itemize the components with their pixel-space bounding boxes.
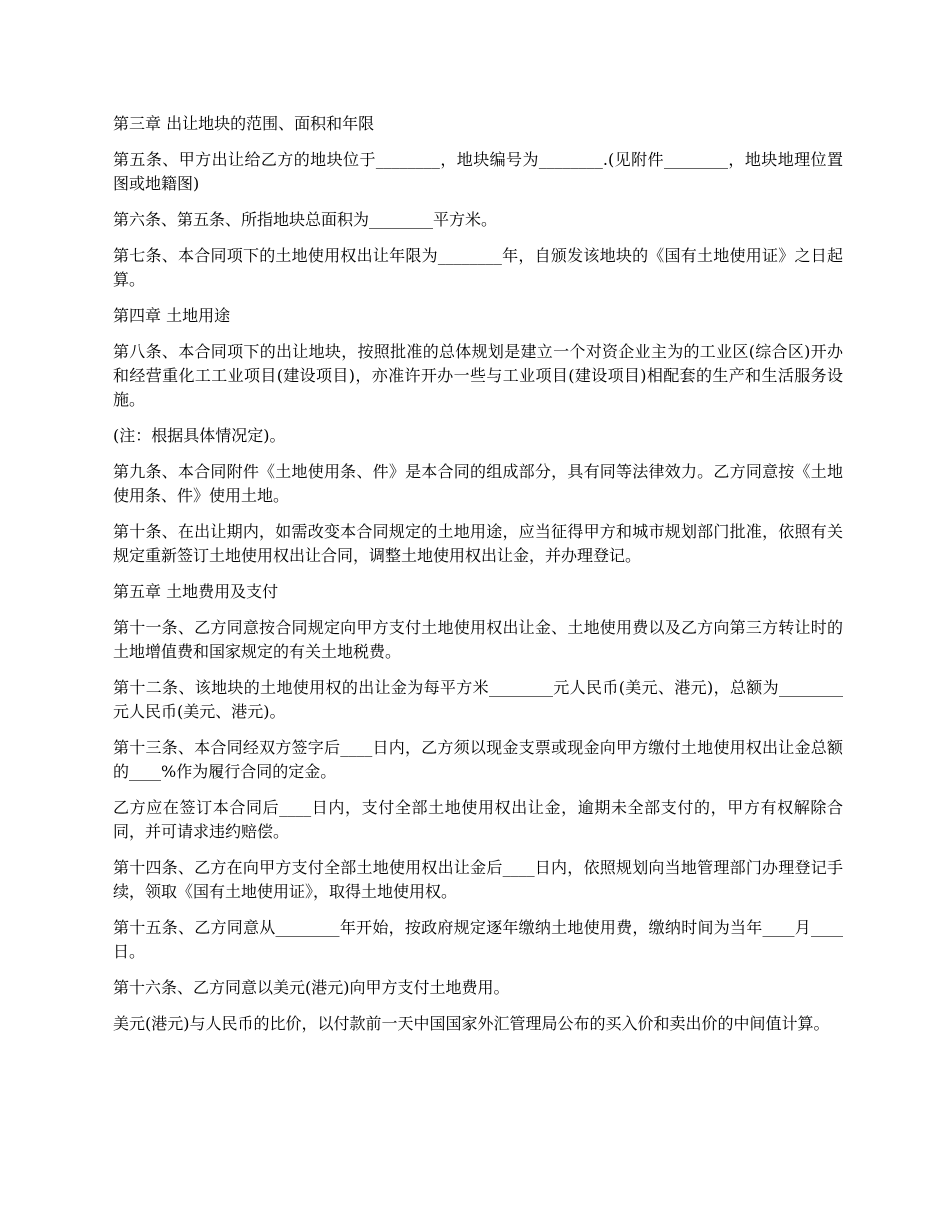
chapter-3-heading: 第三章 出让地块的范围、面积和年限 xyxy=(113,114,375,133)
article-5: 第五条、甲方出让给乙方的地块位于________，地块编号为________.(见附件________，地块地理位置图或地籍图) xyxy=(113,150,843,193)
chapter-5-heading: 第五章 土地费用及支付 xyxy=(113,582,279,601)
article-11: 第十一条、乙方同意按合同规定向甲方支付土地使用权出让金、土地使用费以及乙方向第三方转让时的土地增值费和国家规定的有关土地税费。 xyxy=(113,618,843,661)
article-15: 第十五条、乙方同意从________年开始，按政府规定逐年缴纳土地使用费，缴纳时间为当年____月____日。 xyxy=(113,918,843,961)
article-9: 第九条、本合同附件《土地使用条、件》是本合同的组成部分，具有同等法律效力。乙方同意按《土地使用条、件》使用土地。 xyxy=(113,462,843,505)
article-7: 第七条、本合同项下的土地使用权出让年限为________年，自颁发该地块的《国有土地使用证》之日起算。 xyxy=(113,246,843,289)
article-13-payment: 乙方应在签订本合同后____日内，支付全部土地使用权出让金，逾期未全部支付的，甲方有权解除合同，并可请求违约赔偿。 xyxy=(113,798,843,841)
article-12: 第十二条、该地块的土地使用权的出让金为每平方米________元人民币(美元、港元)，总额为________元人民币(美元、港元)。 xyxy=(113,678,843,721)
article-10: 第十条、在出让期内，如需改变本合同规定的土地用途，应当征得甲方和城市规划部门批准，依照有关规定重新签订土地使用权出让合同，调整土地使用权出让金，并办理登记。 xyxy=(113,522,843,565)
article-13: 第十三条、本合同经双方签字后____日内，乙方须以现金支票或现金向甲方缴付土地使用权出让金总额的____%作为履行合同的定金。 xyxy=(113,738,843,781)
article-8: 第八条、本合同项下的出让地块，按照批准的总体规划是建立一个对资企业主为的工业区(综合区)开办和经营重化工工业项目(建设项目)，亦准许开办一些与工业项目(建设项目)相配套的生产和生活服务设施。 xyxy=(113,342,843,409)
chapter-4-heading: 第四章 土地用途 xyxy=(113,306,231,325)
document-page xyxy=(113,112,843,1048)
article-6: 第六条、第五条、所指地块总面积为________平方米。 xyxy=(113,210,498,229)
exchange-rate-clause: 美元(港元)与人民币的比价，以付款前一天中国国家外汇管理局公布的买入价和卖出价的中间值计算。 xyxy=(113,1014,830,1033)
article-14: 第十四条、乙方在向甲方支付全部土地使用权出让金后____日内，依照规划向当地管理部门办理登记手续，领取《国有土地使用证》，取得土地使用权。 xyxy=(113,858,843,901)
article-16: 第十六条、乙方同意以美元(港元)向甲方支付土地费用。 xyxy=(113,978,510,997)
note: (注：根据具体情况定)。 xyxy=(113,426,286,445)
